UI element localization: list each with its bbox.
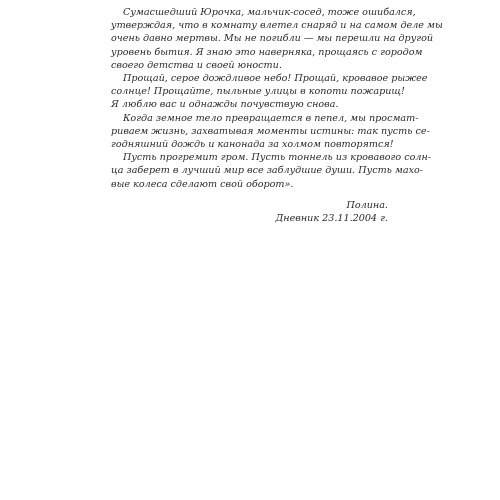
text-line: уровень бытия. Я знаю это наверняка, прощаясь с городом — [111, 46, 423, 58]
text-line: своего детства и своей юности. — [111, 59, 282, 71]
diary-date: Дневник 23.11.2004 г. — [275, 213, 388, 225]
text-line: годняшний дождь и канонада за холмом повторятся! — [111, 139, 394, 151]
signature-name: Полина. — [346, 199, 388, 211]
paragraph-3 — [111, 112, 430, 152]
text-line: солнце! Прощайте, пыльные улицы в копоти пожарищ! — [111, 86, 405, 98]
text-line: Когда земное тело превращается в пепел, мы просмат- — [123, 112, 419, 124]
paragraph-4 — [111, 151, 432, 191]
paragraph-2 — [111, 72, 428, 112]
paragraph-1 — [111, 6, 443, 72]
text-line: вые колеса сделают свой оборот». — [111, 178, 294, 190]
text-line: Прощай, серое дождливое небо! Прощай, кровавое рыжее — [123, 73, 428, 85]
text-line: Пусть прогремит гром. Пусть тоннель из кровавого солн- — [123, 152, 432, 164]
text-line: утверждая, что в комнату влетел снаряд и на самом деле мы — [111, 20, 443, 32]
text-line: Сумасшедший Юрочка, мальчик-сосед, тоже ошибался, — [123, 7, 416, 18]
text-line: очень давно мертвы. Мы не погибли — мы перешли на другой — [111, 33, 434, 45]
text-block — [111, 6, 443, 225]
text-line: риваем жизнь, захватывая моменты истины: так пусть се- — [111, 125, 430, 137]
text-line: Я люблю вас и однажды почувствую снова. — [111, 99, 339, 111]
signature-block — [111, 199, 388, 225]
text-line: ца заберет в лучший мир все заблудшие души. Пусть махо- — [111, 165, 424, 177]
